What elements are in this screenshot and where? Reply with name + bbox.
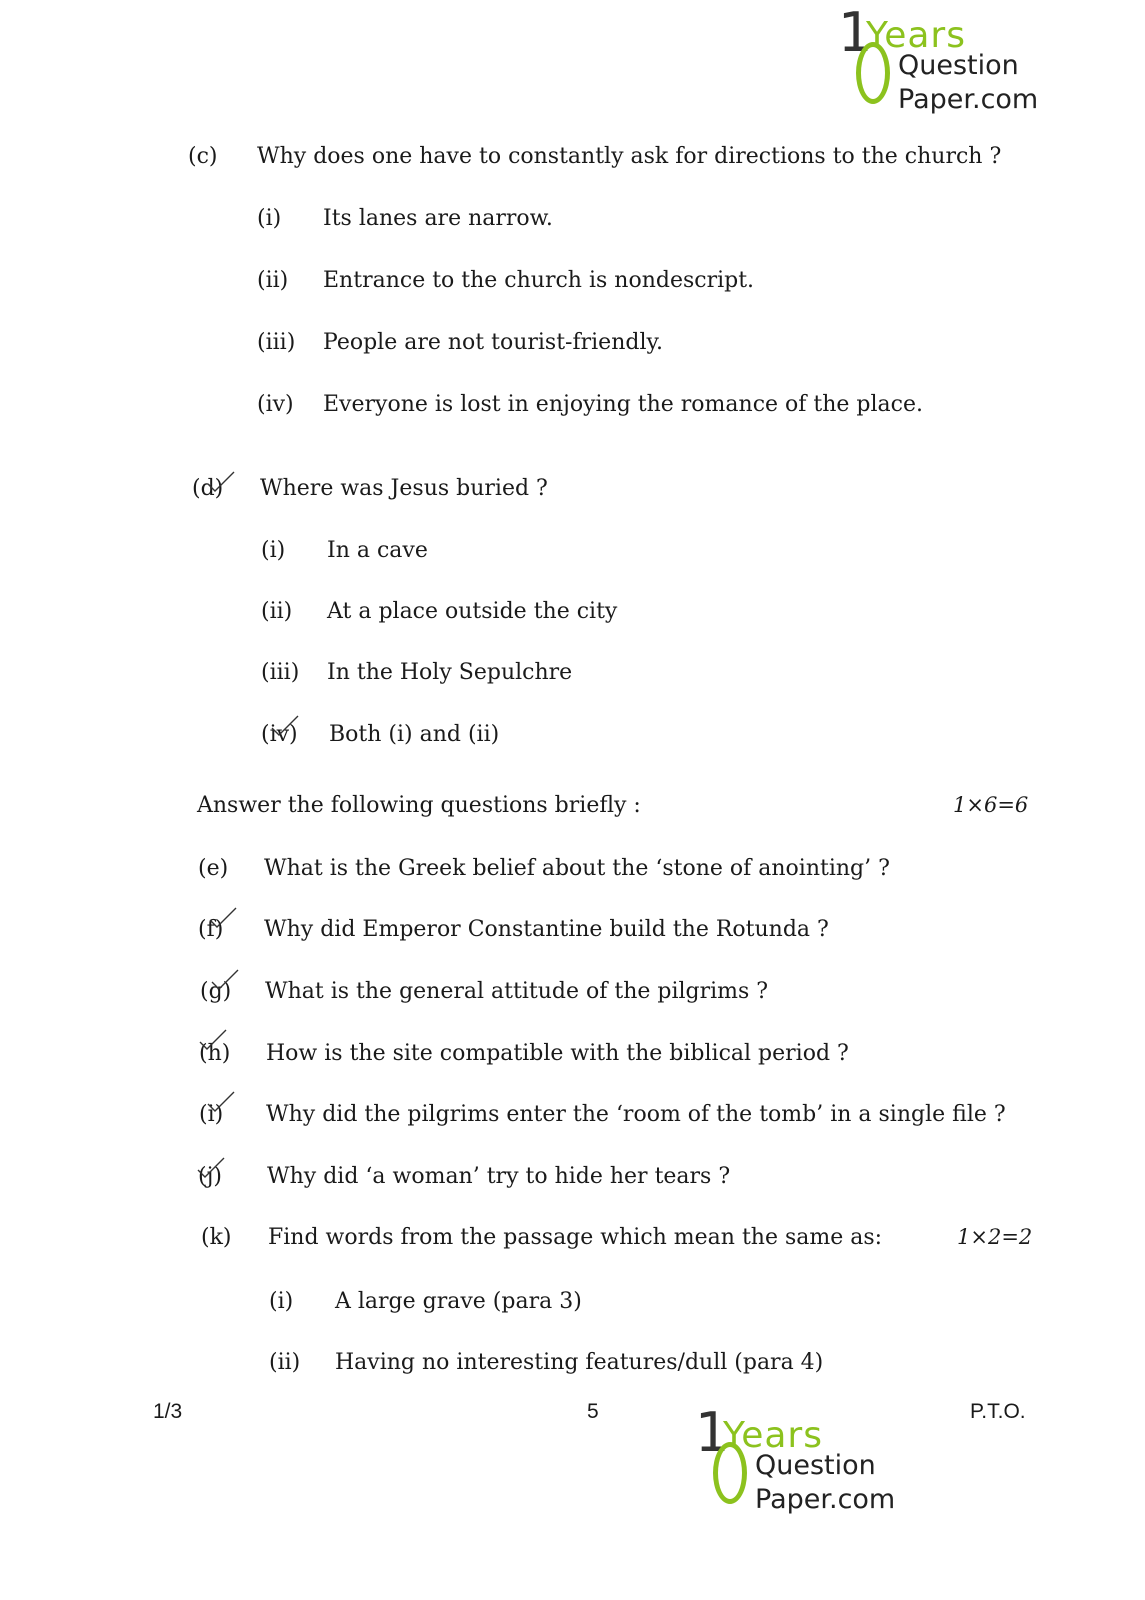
section-marks: 1×6=6	[953, 793, 1029, 817]
option-num: (i)	[261, 538, 286, 563]
question-label: (f)	[198, 917, 224, 942]
handwritten-tick-icon	[270, 714, 300, 738]
handwritten-tick-icon	[198, 1028, 228, 1052]
question-d-text: Where was Jesus buried ?	[260, 476, 548, 501]
question-text: Why did ‘a woman’ try to hide her tears ?	[267, 1164, 731, 1189]
question-k-label: (k)	[201, 1225, 232, 1250]
option-text: At a place outside the city	[327, 599, 618, 624]
handwritten-tick-icon	[206, 470, 236, 494]
handwritten-tick-icon	[210, 968, 240, 992]
option-text: Everyone is lost in enjoying the romance of the place.	[323, 392, 924, 417]
option-num: (iv)	[261, 722, 298, 747]
question-k-marks: 1×2=2	[957, 1225, 1033, 1249]
site-logo-top: 1 Years Question Paper.com	[838, 1, 1039, 115]
question-text: Why did Emperor Constantine build the Rotunda ?	[264, 917, 829, 942]
question-text: What is the general attitude of the pilgrims ?	[265, 979, 769, 1004]
item-text: Having no interesting features/dull (para 4)	[335, 1350, 824, 1375]
question-c-label: (c)	[188, 144, 218, 169]
question-text: How is the site compatible with the biblical period ?	[266, 1041, 849, 1066]
question-k-text: Find words from the passage which mean the same as:	[268, 1225, 883, 1250]
please-turn-over: P.T.O.	[970, 1400, 1026, 1423]
question-label: (i)	[199, 1102, 224, 1127]
handwritten-tick-icon	[206, 1090, 236, 1114]
option-num: (iii)	[261, 660, 300, 685]
question-label: (e)	[198, 856, 229, 881]
option-num: (iv)	[257, 392, 294, 417]
question-c-text: Why does one have to constantly ask for directions to the church ?	[257, 144, 1002, 169]
item-num: (ii)	[269, 1350, 301, 1375]
item-num: (i)	[269, 1289, 294, 1314]
question-label: (j)	[198, 1164, 222, 1189]
item-text: A large grave (para 3)	[335, 1289, 582, 1314]
option-text: In a cave	[327, 538, 428, 563]
option-num: (iii)	[257, 330, 296, 355]
handwritten-tick-icon	[196, 1156, 226, 1180]
question-text: Why did the pilgrims enter the ‘room of the tomb’ in a single file ?	[266, 1102, 1006, 1127]
section-instruction: Answer the following questions briefly :	[197, 793, 641, 818]
question-label: (g)	[200, 979, 232, 1004]
option-text: Entrance to the church is nondescript.	[323, 268, 755, 293]
question-label: (h)	[199, 1041, 231, 1066]
option-text: Both (i) and (ii)	[329, 722, 500, 747]
paper-code: 1/3	[153, 1400, 183, 1423]
option-text: People are not tourist-friendly.	[323, 330, 663, 355]
page-number: 5	[587, 1400, 599, 1423]
option-num: (ii)	[257, 268, 289, 293]
option-text: Its lanes are narrow.	[323, 206, 553, 231]
option-text: In the Holy Sepulchre	[327, 660, 573, 685]
handwritten-tick-icon	[208, 906, 238, 930]
question-d-label: (d)	[192, 476, 224, 501]
option-num: (i)	[257, 206, 282, 231]
option-num: (ii)	[261, 599, 293, 624]
site-logo-bottom: 1 Years Question Paper.com	[695, 1401, 896, 1515]
question-text: What is the Greek belief about the ‘stone of anointing’ ?	[264, 856, 890, 881]
